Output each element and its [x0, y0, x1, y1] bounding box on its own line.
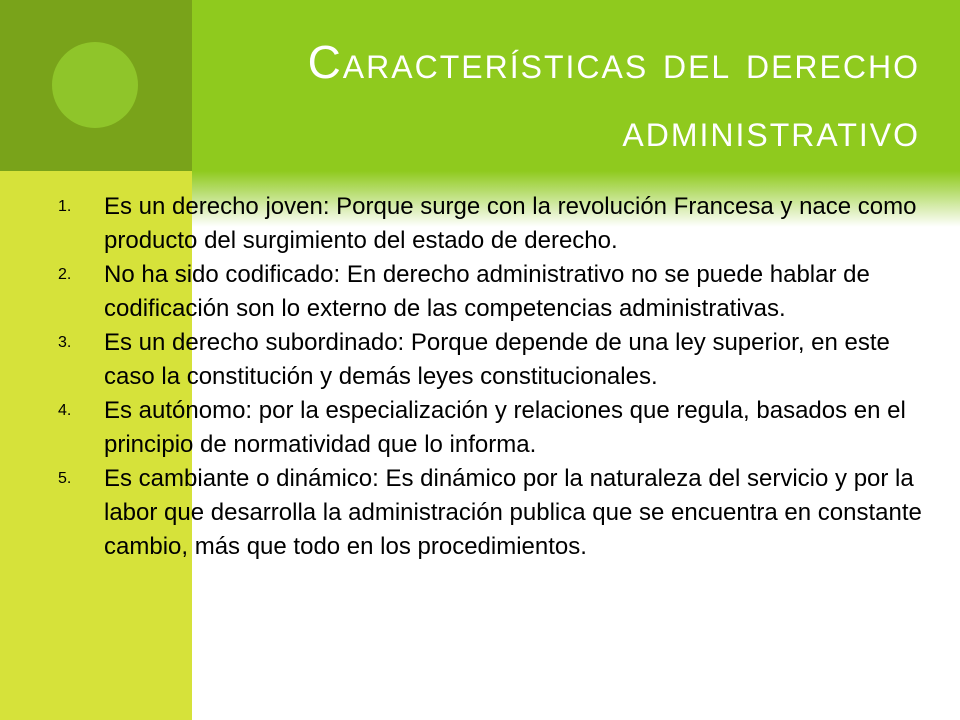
- list-item-number: 5.: [58, 470, 72, 487]
- list-item-text: Es un derecho joven: Porque surge con la revolución Francesa y nace como producto del surgimiento del estado de derecho.: [104, 193, 917, 254]
- list-item-text: Es un derecho subordinado: Porque depende de una ley superior, en este caso la constitución y demás leyes constitucionales.: [104, 329, 890, 390]
- list-item-text: Es autónomo: por la especialización y relaciones que regula, basados en el principio de normatividad que lo informa.: [104, 397, 906, 458]
- list-item: [0, 190, 930, 258]
- list-item: [0, 326, 930, 394]
- list-item: [0, 394, 930, 462]
- list-item-number: 4.: [58, 402, 72, 419]
- list-item-text: No ha sido codificado: En derecho administrativo no se puede hablar de codificación son lo externo de las competencias administrativas.: [104, 261, 870, 322]
- characteristics-list: [0, 190, 930, 564]
- decorative-circle: [52, 42, 138, 128]
- list-item-number: 2.: [58, 266, 72, 283]
- list-item-text: Es cambiante o dinámico: Es dinámico por la naturaleza del servicio y por la labor que desarrolla la administración publica que se encuentra en constante cambio, más que todo en los procedimientos.: [104, 465, 922, 560]
- list-item: [0, 462, 930, 564]
- slide-title: Características del derecho administrativo: [307, 36, 920, 156]
- list-item-number: 1.: [58, 198, 72, 215]
- list-item-number: 3.: [58, 334, 72, 351]
- list-item: [0, 258, 930, 326]
